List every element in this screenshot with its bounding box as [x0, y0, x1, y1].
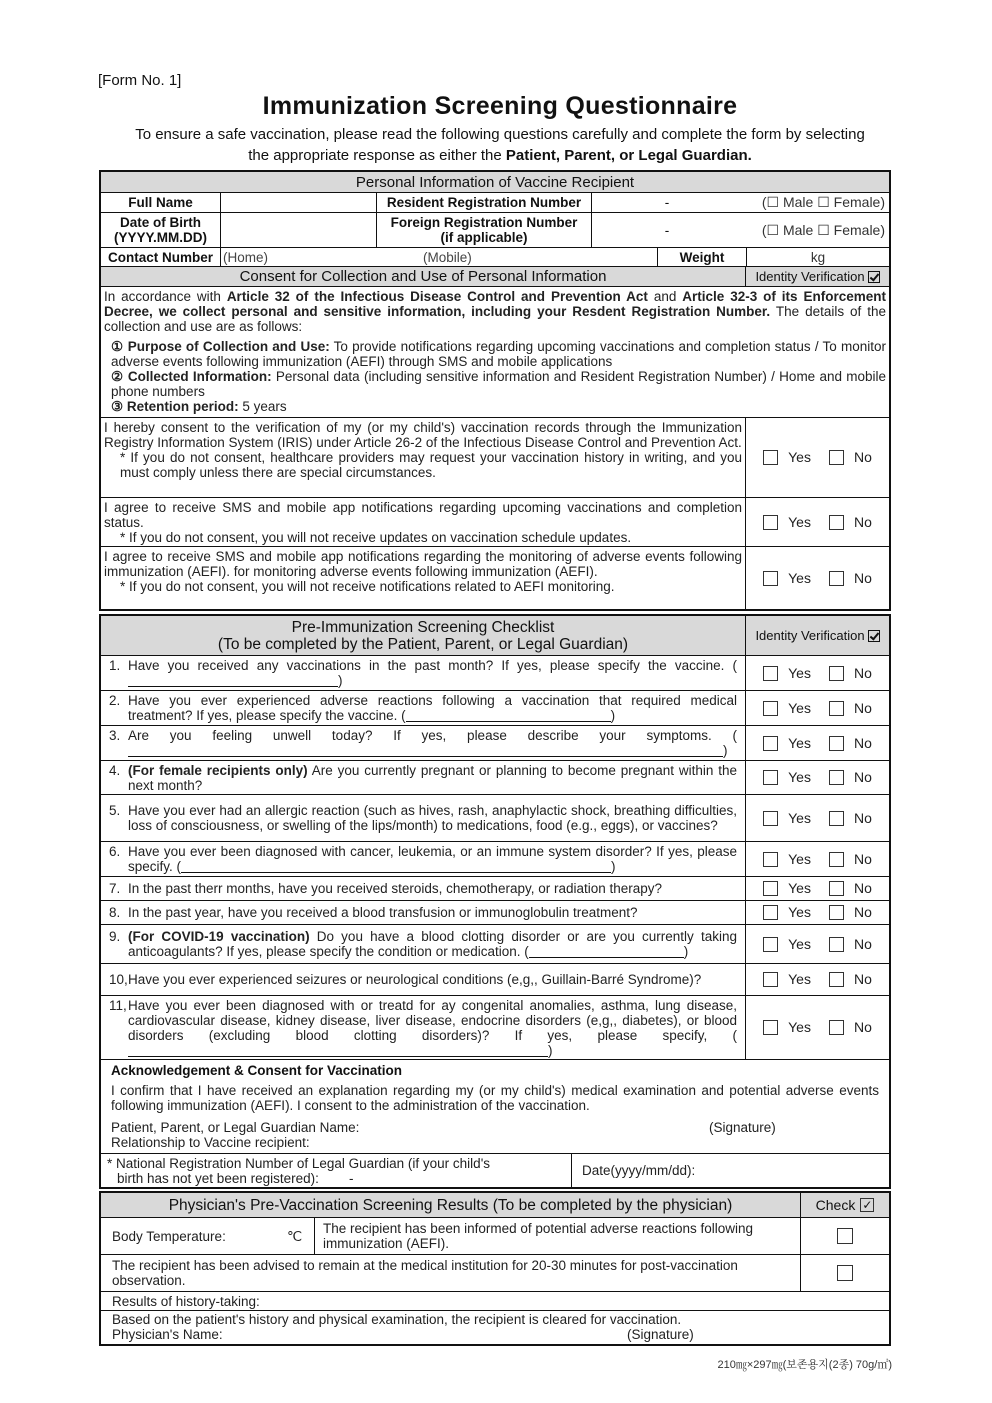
intro-line-2-text: the appropriate response as either the: [248, 147, 506, 164]
yes-label: Yes: [788, 850, 811, 867]
consent-intro: [104, 289, 886, 334]
guardian-rrn-label-1: * National Registration Number of Legal Guardian (if your child's: [107, 1156, 491, 1171]
question-text: [109, 693, 737, 723]
no-checkbox[interactable]: [829, 881, 844, 896]
consent-intro-bold-2: Article 32-3 of its Enforcement Decree, we collect personal and sensitive information, including your Resdent Registration Number.: [104, 289, 886, 319]
consent-row-sms-aefi: [101, 547, 746, 609]
consent-item-1-label: ① Purpose of Collection and Use:: [111, 339, 330, 354]
checklist-question-5: [101, 795, 746, 842]
no-label: No: [853, 664, 872, 681]
guardian-rrn-line-2: [107, 1171, 565, 1186]
no-label: No: [853, 449, 872, 465]
question-text: [109, 728, 737, 758]
question-body: Are you currently pregnant or planning to become pregnant within the next month?: [128, 762, 737, 793]
consent-row-sms-schedule: [101, 498, 746, 547]
question-close-paren: ): [610, 708, 616, 723]
question-8-yes-no[interactable]: [746, 901, 889, 925]
rrn-label: Resident Registration Number: [377, 193, 592, 213]
question-number: 4.: [109, 762, 121, 778]
no-label: No: [853, 769, 872, 785]
yes-label: Yes: [788, 513, 811, 530]
weight-label: Weight: [657, 248, 747, 267]
answer-blank-input[interactable]: [128, 1044, 548, 1057]
acknowledgement-title: Acknowledgement & Consent for Vaccination: [111, 1063, 403, 1078]
question-body: Have you ever had an allergic reaction (such as hives, rash, anaphylactic shock, breathing difficulties, loss of consciousness, or swelling of the lips/month) to medications, food (e.g., eggs), or vaccines?: [128, 803, 737, 833]
home-phone-field[interactable]: [221, 248, 657, 267]
full-name-field[interactable]: [221, 193, 377, 213]
informed-checkbox[interactable]: [837, 1228, 853, 1244]
question-close-paren: ): [548, 1042, 553, 1058]
body-temperature-field[interactable]: [101, 1218, 315, 1255]
no-checkbox[interactable]: [829, 450, 844, 465]
checklist-question-9: [101, 925, 746, 964]
intro-line-2-bold: Patient, Parent, or Legal Guardian.: [505, 147, 752, 164]
full-name-label: Full Name: [101, 193, 221, 213]
yes-checkbox[interactable]: [763, 972, 778, 987]
no-label: No: [853, 904, 872, 920]
checkbox-checked-icon[interactable]: [868, 630, 880, 642]
intro-line-1: To ensure a safe vaccination, please read the following questions carefully and complete the form by selecting: [135, 126, 865, 143]
question-body: Have you ever been diagnosed with or treatd for ay congenital anomalies, asthma, lung disease, cardiovascular disease, kidney disease, liver disease, endocrine disorders (e,g,, diabetes), or blood disorders (excluding blood clotting disorders)? If yes, please specify, (: [128, 997, 737, 1043]
body-temp-label: Body Temperature:: [112, 1228, 226, 1244]
question-number: 3.: [109, 728, 121, 743]
yes-label: Yes: [788, 664, 811, 681]
consent-item-3-text: 5 years: [238, 399, 287, 414]
answer-blank-input[interactable]: [181, 860, 611, 873]
yes-checkbox[interactable]: [763, 515, 778, 530]
answer-blank-input[interactable]: [406, 709, 611, 722]
dob-label: [101, 213, 221, 248]
yes-label: Yes: [788, 880, 811, 896]
yes-label: Yes: [788, 1019, 811, 1035]
physician-name-row: [112, 1327, 878, 1342]
checklist-question-2: [101, 691, 746, 726]
checkbox-checked-icon[interactable]: [868, 271, 880, 283]
question-number: 2.: [109, 693, 121, 708]
consent-sms-schedule-yes-no[interactable]: [746, 498, 889, 547]
question-number: 6.: [109, 844, 121, 859]
rrn-field[interactable]: [592, 193, 742, 213]
yes-checkbox[interactable]: [763, 450, 778, 465]
no-label: No: [853, 935, 872, 952]
contact-label: Contact Number: [101, 248, 221, 267]
question-11-yes-no[interactable]: [746, 996, 889, 1060]
yes-label: Yes: [788, 769, 811, 785]
answer-blank-input[interactable]: [128, 674, 338, 687]
rrn-dash: -: [664, 195, 670, 210]
consent-item-3-label: ③ Retention period:: [111, 399, 239, 414]
question-close-paren: ): [683, 944, 689, 959]
answer-blank-input[interactable]: [128, 744, 723, 757]
physician-check-header: [801, 1193, 889, 1218]
question-number: 11,: [109, 997, 127, 1013]
no-checkbox[interactable]: [829, 666, 844, 681]
mobile-phone-placeholder: (Mobile): [423, 249, 472, 265]
question-4-yes-no[interactable]: [746, 761, 889, 795]
question-body: In the past year, have you received a blood transfusion or immunoglobulin treatment?: [128, 905, 638, 920]
consent-intro-pre: In accordance with: [104, 289, 227, 304]
clearance-block: [101, 1311, 889, 1344]
no-label: No: [853, 880, 872, 896]
question-5-yes-no[interactable]: [746, 795, 889, 842]
informed-label: The recipient has been informed of potential adverse reactions following immunization (AEFI).: [323, 1221, 754, 1251]
frn-dash: -: [664, 222, 670, 238]
no-label: No: [853, 513, 872, 530]
consent-row-text: I hereby consent to the verification of my (or my child's) vaccination records through the Immunization Registry Information System (IRIS) under Article 26-2 of the Infectious Disease Control and Prevention Act.: [104, 420, 742, 450]
consent-intro-bold-1: Article 32 of the Infectious Disease Control and Prevention Act: [226, 289, 648, 304]
consent-item-1: [104, 339, 886, 369]
yes-checkbox[interactable]: [763, 937, 778, 952]
question-close-paren: ): [611, 859, 616, 874]
no-checkbox[interactable]: [829, 1020, 844, 1035]
checklist-section: [99, 614, 891, 1189]
advised-check-cell[interactable]: [801, 1255, 889, 1292]
question-7-yes-no[interactable]: [746, 877, 889, 901]
frn-label-1: Foreign Registration Number: [390, 215, 578, 230]
frn-label: [377, 213, 592, 248]
history-label: Results of history-taking:: [112, 1293, 260, 1309]
checklist-question-10: [101, 964, 746, 996]
question-10-yes-no[interactable]: [746, 964, 889, 996]
no-checkbox[interactable]: [829, 905, 844, 920]
question-qualifier: (For COVID-19 vaccination): [128, 929, 310, 944]
weight-unit: kg: [810, 249, 826, 265]
personal-info-header: Personal Information of Vaccine Recipient: [101, 172, 889, 193]
date-field[interactable]: [572, 1154, 889, 1187]
no-checkbox[interactable]: [829, 972, 844, 987]
consent-header: Consent for Collection and Use of Personal Information: [101, 267, 746, 287]
question-3-yes-no[interactable]: [746, 726, 889, 761]
consent-row-iris: [101, 418, 746, 498]
gender-options-2[interactable]: (☐ Male ☐ Female): [761, 221, 885, 238]
consent-paragraph: [101, 287, 889, 418]
question-text: [109, 658, 737, 688]
consent-item-2-label: ② Collected Information:: [111, 369, 272, 384]
question-number: 9.: [109, 929, 121, 944]
consent-row-note: * If you do not consent, you will not receive updates on vaccination schedule updates.: [120, 530, 632, 545]
no-label: No: [853, 850, 872, 867]
identity-verification-label: Identity Verification: [755, 269, 865, 284]
yes-checkbox[interactable]: [763, 852, 778, 867]
question-body: Have you received any vaccinations in the past month? If yes, please specify the vaccine. (: [128, 658, 737, 673]
yes-checkbox[interactable]: [763, 811, 778, 826]
yes-checkbox[interactable]: [763, 666, 778, 681]
acknowledgement-block: [101, 1060, 889, 1154]
guardian-rrn-dash: -: [349, 1171, 354, 1186]
question-qualifier: (For female recipients only): [128, 762, 308, 778]
no-label: No: [853, 734, 872, 751]
yes-label: Yes: [788, 935, 811, 952]
informed-check-cell[interactable]: [801, 1218, 889, 1255]
question-number: 7.: [109, 881, 121, 896]
informed-text: [315, 1218, 801, 1255]
guardian-rrn[interactable]: [101, 1154, 572, 1187]
question-body: Have you ever experienced adverse reactions following a vaccination that required medical treatment? If yes, please specify the vaccine. (: [128, 693, 737, 723]
guardian-name-label: Patient, Parent, or Legal Guardian Name:: [111, 1120, 360, 1135]
dob-label-2: (YYYY.MM.DD): [113, 230, 207, 245]
yes-label: Yes: [788, 699, 811, 716]
no-label: No: [853, 569, 872, 586]
question-text: [109, 763, 737, 793]
paper-spec-footer: 210㎎×297㎎(보존용지(2종) 70g/㎡): [717, 1359, 892, 1371]
checklist-identity-verification[interactable]: [746, 616, 889, 656]
checklist-question-1: [101, 656, 746, 691]
date-label: Date(yyyy/mm/dd):: [582, 1163, 696, 1178]
gender-select-1[interactable]: [742, 193, 889, 213]
consent-item-1-text: To provide notifications regarding upcoming vaccinations and completion status / To monitor adverse events following immunization (AEFI) through SMS and mobile applications: [111, 339, 886, 369]
no-checkbox[interactable]: [829, 770, 844, 785]
consent-iris-yes-no[interactable]: [746, 418, 889, 498]
no-label: No: [853, 809, 872, 826]
consent-row-note: * If you do not consent, healthcare providers may request your vaccination history in writing, and you must comply unless there are special circumstances.: [120, 450, 742, 480]
advised-label: The recipient has been advised to remain at the medical institution for 20-30 minutes for post-vaccination observation.: [112, 1258, 738, 1288]
yes-label: Yes: [788, 449, 811, 465]
no-label: No: [853, 1019, 872, 1035]
question-2-yes-no[interactable]: [746, 691, 889, 726]
consent-row-note: * If you do not consent, you will not receive notifications related to AEFI monitoring.: [120, 579, 615, 594]
weight-field[interactable]: [747, 248, 889, 267]
question-text: [109, 929, 737, 959]
no-checkbox[interactable]: [829, 571, 844, 586]
gender-select-2[interactable]: [742, 213, 889, 248]
question-close-paren: ): [723, 743, 728, 758]
gender-options-1[interactable]: (☐ Male ☐ Female): [761, 194, 885, 210]
question-text: [109, 881, 737, 896]
consent-item-2-text: Personal data (including sensitive information and Resident Registration Number) / Home and mobile phone numbers: [111, 369, 886, 399]
yes-label: Yes: [788, 809, 811, 826]
frn-label-2: (if applicable): [440, 230, 528, 245]
intro-line-2: [100, 145, 900, 166]
question-text: [109, 803, 737, 833]
yes-label: Yes: [788, 734, 811, 751]
consent-row-text: I agree to receive SMS and mobile app notifications regarding upcoming vaccinations and completion status.: [104, 500, 742, 530]
yes-label: Yes: [788, 904, 811, 920]
advised-text: [101, 1255, 801, 1292]
dob-label-1: Date of Birth: [120, 215, 201, 230]
question-text: [109, 998, 737, 1058]
checklist-question-7: [101, 877, 746, 901]
question-text: [109, 972, 737, 987]
question-number: 8.: [109, 905, 121, 920]
question-text: [109, 844, 737, 874]
no-checkbox[interactable]: [829, 736, 844, 751]
advised-checkbox[interactable]: [837, 1265, 853, 1281]
guardian-name-row: [111, 1120, 879, 1135]
no-label: No: [853, 971, 872, 987]
question-9-yes-no[interactable]: [746, 925, 889, 964]
no-label: No: [853, 699, 872, 716]
frn-field[interactable]: [592, 213, 742, 248]
consent-sms-aefi-yes-no[interactable]: [746, 547, 889, 609]
yes-checkbox[interactable]: [763, 701, 778, 716]
checkmark-icon: ✓: [862, 1198, 873, 1212]
consent-row-text: I agree to receive SMS and mobile app notifications regarding the monitoring of adverse events following immunization (AEFI). for monitoring adverse events following immunization (AEFI).: [104, 549, 742, 579]
yes-label: Yes: [788, 569, 811, 586]
physician-header: Physician's Pre-Vaccination Screening Results (To be completed by the physician): [101, 1193, 801, 1218]
checklist-question-8: [101, 901, 746, 925]
guardian-rrn-label-2: birth has not yet been registered):: [117, 1171, 319, 1186]
page-title: Immunization Screening Questionnaire: [262, 92, 738, 120]
question-6-yes-no[interactable]: [746, 842, 889, 877]
consent-identity-verification[interactable]: [746, 267, 889, 287]
no-checkbox[interactable]: [829, 937, 844, 952]
history-taking-field[interactable]: [101, 1292, 889, 1311]
question-body: Have you ever experienced seizures or neurological conditions (e,g,, Guillain-Barré Syndrome)?: [128, 972, 702, 987]
question-number: 5.: [109, 803, 121, 818]
physician-name-label: Physician's Name:: [112, 1327, 223, 1342]
question-1-yes-no[interactable]: [746, 656, 889, 691]
relationship-label: Relationship to Vaccine recipient:: [111, 1135, 310, 1150]
identity-verification-label: Identity Verification: [755, 628, 865, 643]
yes-checkbox[interactable]: [763, 736, 778, 751]
checklist-question-3: [101, 726, 746, 761]
yes-checkbox[interactable]: [763, 1020, 778, 1035]
body-temp-unit: ℃: [287, 1228, 303, 1244]
checklist-question-6: [101, 842, 746, 877]
no-checkbox[interactable]: [829, 701, 844, 716]
question-body: Have you ever been diagnosed with cancer, leukemia, or an immune system disorder? If yes, please specify. (: [128, 844, 737, 874]
checklist-question-4: [101, 761, 746, 795]
home-phone-placeholder: (Home): [223, 249, 269, 265]
physician-section: [99, 1191, 891, 1346]
cleared-text: Based on the patient's history and physical examination, the recipient is cleared for vaccination.: [112, 1312, 682, 1327]
question-body: Do you have a blood clotting disorder or are you currently taking anticoagulants? If yes, please specify the condition or medication. (: [128, 929, 737, 959]
question-number: 10,: [109, 972, 128, 987]
acknowledgement-text: I confirm that I have received an explanation regarding my (or my child's) medical examination and potential adverse events following immunization (AEFI). I consent to the administration of the vaccination.: [111, 1083, 879, 1113]
no-checkbox[interactable]: [829, 515, 844, 530]
check-label: Check: [815, 1196, 856, 1213]
yes-checkbox[interactable]: [763, 770, 778, 785]
question-text: [109, 905, 737, 920]
consent-item-3: [104, 399, 886, 414]
answer-blank-input[interactable]: [529, 945, 684, 958]
consent-intro-post: The details of the collection and use are as follows:: [104, 304, 886, 334]
physician-signature-label: (Signature): [627, 1327, 694, 1342]
personal-info-section: [99, 170, 891, 611]
yes-checkbox[interactable]: [763, 905, 778, 920]
question-body: In the past therr months, have you received steroids, chemotherapy, or radiation therapy?: [128, 881, 663, 896]
no-checkbox[interactable]: [829, 811, 844, 826]
yes-checkbox[interactable]: [763, 881, 778, 896]
checklist-header-2: (To be completed by the Patient, Parent, or Legal Guardian): [217, 635, 629, 653]
yes-checkbox[interactable]: [763, 571, 778, 586]
checklist-header: [101, 616, 746, 656]
checklist-question-11: [101, 996, 746, 1060]
question-number: 1.: [109, 658, 121, 673]
guardian-signature-label: (Signature): [709, 1120, 776, 1135]
consent-item-2: [104, 369, 886, 399]
form-number: [Form No. 1]: [98, 72, 182, 89]
checklist-header-1: Pre-Immunization Screening Checklist: [291, 618, 555, 636]
question-close-paren: ): [338, 673, 343, 688]
no-checkbox[interactable]: [829, 852, 844, 867]
question-body: Are you feeling unwell today? If yes, please describe your symptoms. (: [128, 728, 737, 743]
dob-field[interactable]: [221, 213, 377, 248]
intro-text: [100, 124, 900, 166]
consent-intro-mid: and: [647, 289, 683, 304]
yes-label: Yes: [788, 971, 811, 987]
